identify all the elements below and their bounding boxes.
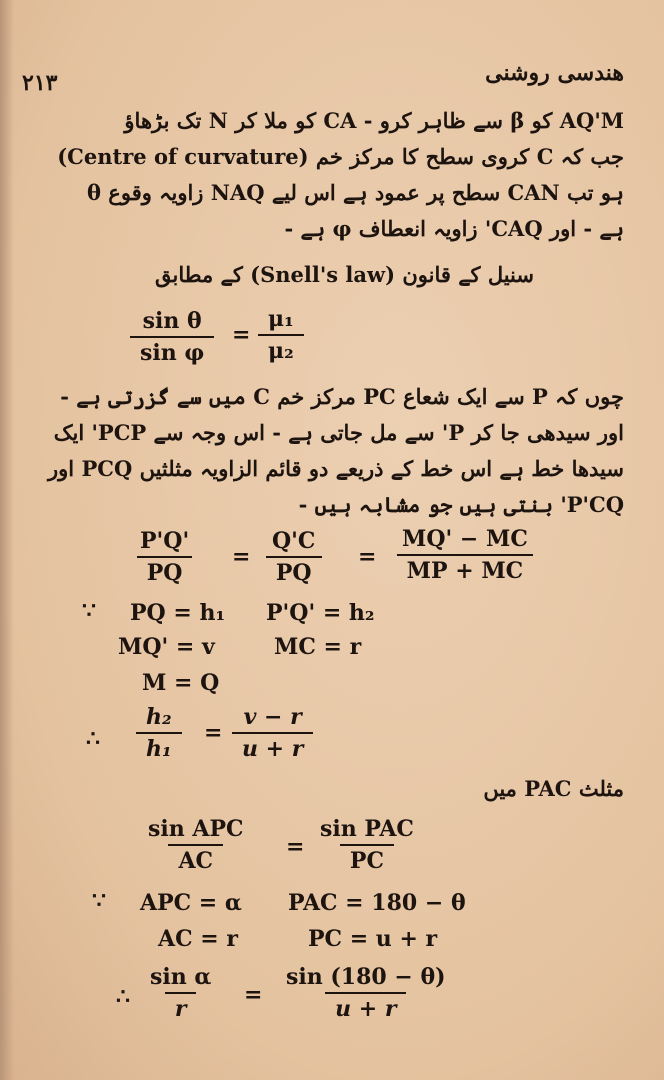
paragraph-line: P'CQ' بنتی ہیں جو مشابہ ہیں - bbox=[298, 492, 624, 517]
denominator: PC bbox=[340, 844, 394, 874]
equals-sign: = bbox=[204, 720, 223, 746]
equals-sign: = bbox=[232, 322, 251, 348]
paragraph-line: جب کہ C کروی سطح کا مرکز خم (Centre of curvature) bbox=[57, 144, 624, 169]
denominator: AC bbox=[168, 844, 223, 874]
numerator: sin θ bbox=[142, 308, 202, 334]
snell-law-line: سنیل کے قانون (Snell's law) کے مطابق bbox=[155, 262, 534, 287]
numerator: v − r bbox=[243, 704, 302, 730]
denominator: PQ bbox=[137, 556, 193, 586]
numerator: sin α bbox=[150, 964, 212, 990]
numerator: sin (180 − θ) bbox=[286, 964, 446, 990]
given-pq-prime: P'Q' = h₂ bbox=[266, 600, 375, 626]
numerator: sin APC bbox=[148, 816, 244, 842]
numerator: MQ' − MC bbox=[402, 526, 528, 552]
page-gutter-shadow bbox=[0, 0, 14, 1080]
given-pc: PC = u + r bbox=[308, 926, 438, 952]
denominator: h₁ bbox=[136, 732, 182, 762]
denominator: u + r bbox=[325, 992, 406, 1022]
numerator: P'Q' bbox=[140, 528, 190, 554]
numerator: h₂ bbox=[146, 704, 172, 730]
fraction-sin-theta-over-sin-phi bbox=[130, 308, 214, 366]
given-mq-prime: MQ' = v bbox=[118, 634, 215, 660]
fraction-mq-mc bbox=[392, 526, 538, 584]
denominator: PQ bbox=[266, 556, 322, 586]
denominator: MP + MC bbox=[397, 554, 534, 584]
chapter-title: هندسی روشنی bbox=[485, 60, 624, 86]
denominator: μ₂ bbox=[258, 334, 304, 364]
equals-sign: = bbox=[232, 544, 251, 570]
paragraph-line: AQ'M کو β سے ظاہر کرو - CA کو ملا کر N تک بڑھاؤ bbox=[124, 108, 624, 133]
equals-sign: = bbox=[244, 982, 263, 1008]
numerator: μ₁ bbox=[268, 306, 294, 332]
equals-sign: = bbox=[286, 834, 305, 860]
paragraph-line: اور سیدھی جا کر P' سے مل جاتی ہے - اس وجہ سے PCP' ایک bbox=[53, 420, 624, 445]
triangle-pac-line: مثلث PAC میں bbox=[483, 776, 624, 801]
given-ac: AC = r bbox=[158, 926, 238, 952]
fraction-qc-ratio bbox=[262, 528, 325, 586]
fraction-sin-apc bbox=[138, 816, 254, 874]
given-apc: APC = α bbox=[140, 890, 242, 916]
fraction-pq-ratio bbox=[130, 528, 199, 586]
fraction-h2-over-h1 bbox=[136, 704, 182, 762]
fraction-sin-alpha-over-r bbox=[140, 964, 221, 1022]
therefore-symbol: ∴ bbox=[86, 726, 100, 752]
therefore-symbol: ∴ bbox=[116, 984, 130, 1010]
equals-sign: = bbox=[358, 544, 377, 570]
paragraph-line: ہو تب CAN سطح پر عمود ہے اس لیے NAQ زاویہ وقوع θ bbox=[86, 180, 624, 205]
fraction-sin-180-minus-theta bbox=[276, 964, 456, 1022]
fraction-mu1-over-mu2 bbox=[258, 306, 304, 364]
denominator: u + r bbox=[232, 732, 313, 762]
numerator: sin PAC bbox=[320, 816, 414, 842]
numerator: Q'C bbox=[272, 528, 316, 554]
because-symbol: ∵ bbox=[82, 598, 96, 624]
paragraph-line: چوں کہ P سے ایک شعاع PC مرکز خم C میں سے گزرتی ہے - bbox=[60, 384, 624, 409]
because-symbol: ∵ bbox=[92, 888, 106, 914]
given-mc: MC = r bbox=[274, 634, 362, 660]
denominator: sin φ bbox=[130, 336, 214, 366]
paragraph-line: ہے - اور CAQ' زاویہ انعطاف φ ہے - bbox=[284, 216, 624, 241]
paragraph-line: سیدھا خط ہے اس خط کے ذریعے دو قائم الزاویہ مثلثیں PCQ اور bbox=[48, 456, 624, 481]
denominator: r bbox=[165, 992, 197, 1022]
page-number: ۲۱۳ bbox=[22, 70, 58, 96]
fraction-v-minus-r bbox=[232, 704, 313, 762]
given-pac: PAC = 180 − θ bbox=[288, 890, 466, 916]
given-pq: PQ = h₁ bbox=[130, 600, 226, 626]
given-m-eq-q: M = Q bbox=[142, 670, 220, 696]
fraction-sin-pac bbox=[310, 816, 424, 874]
